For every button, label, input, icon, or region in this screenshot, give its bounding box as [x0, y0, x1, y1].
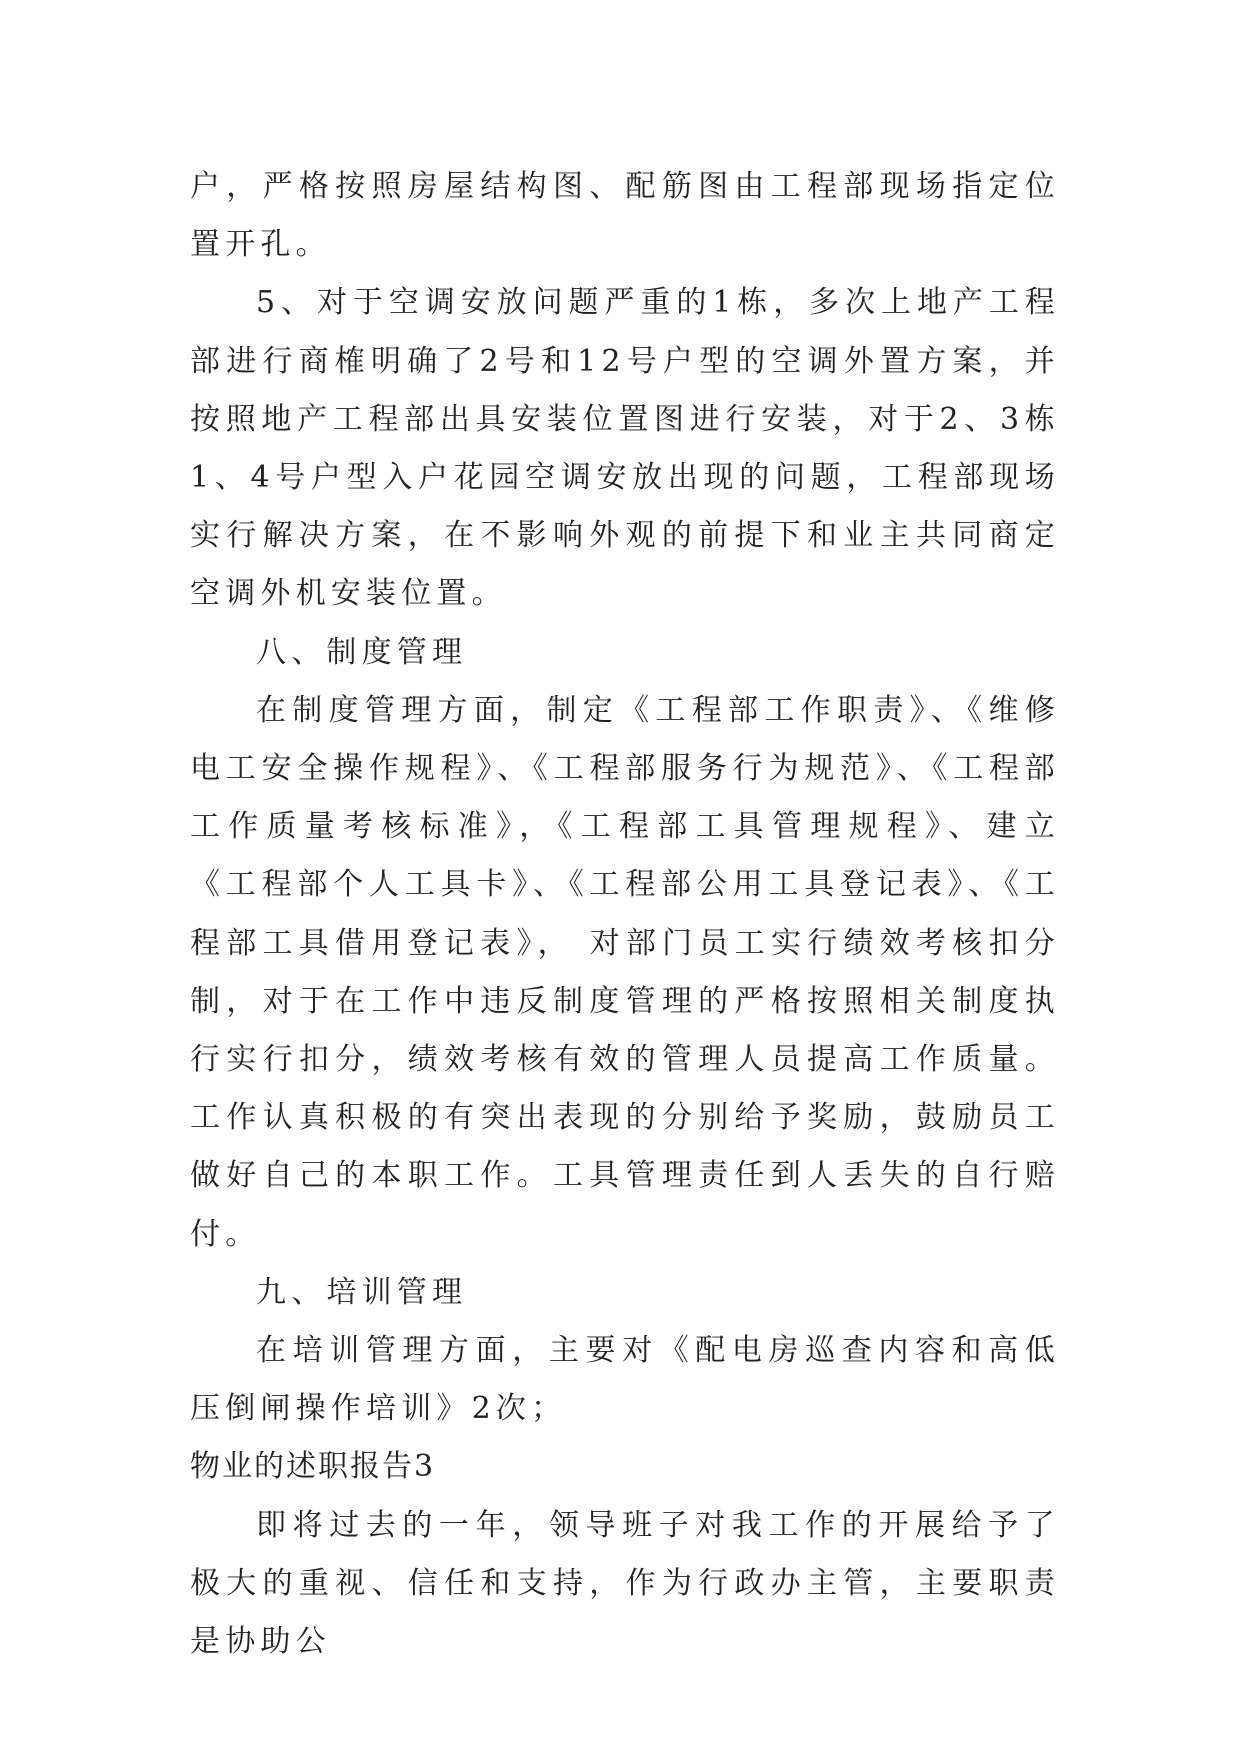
section-heading-8: 八、制度管理 — [256, 634, 468, 670]
paragraph-item-5: 5、对于空调安放问题严重的1栋，多次上地产工程部进行商榷明确了2号和12号户型的空调外置方案，并按照地产工程部出具安装位置图进行安装，对于2、3栋1、4号户型入户花园空调安放出现的问题，工程部现场实行解决方案，在不影响外观的前提下和业主共同商定空调外机安装位置。 — [190, 285, 1060, 612]
paragraph-continuation: 户，严格按照房屋结构图、配筋图由工程部现场指定位置开孔。 — [190, 169, 1060, 263]
paragraph-system-management: 在制度管理方面，制定《工程部工作职责》、《维修电工安全操作规程》、《工程部服务行为规范》、《工程部工作质量考核标准》，《工程部工具管理规程》、建立《工程部个人工具卡》、《工程部公用工具登记表》、《工程部工具借用登记表》， 对部门员工实行绩效考核扣分制，对于在工作中违反制度管理的严格按照相关制度执行实行扣分，绩效考核有效的管理人员提高工作质量。工作认真积极的有突出表现的分别给予奖励，鼓励员工做好自己的本职工作。工具管理责任到人丢失的自行赔付。 — [190, 692, 1060, 1252]
paragraph-training-management: 在培训管理方面，主要对《配电房巡查内容和高低压倒闸操作培训》2次； — [190, 1333, 1060, 1427]
report-title-3: 物业的述职报告3 — [190, 1449, 436, 1485]
paragraph-report-intro: 即将过去的一年，领导班子对我工作的开展给予了极大的重视、信任和支持，作为行政办主管，主要职责是协助公 — [190, 1507, 1060, 1660]
section-heading-9: 九、培训管理 — [256, 1274, 468, 1310]
document-page — [190, 158, 1060, 1671]
